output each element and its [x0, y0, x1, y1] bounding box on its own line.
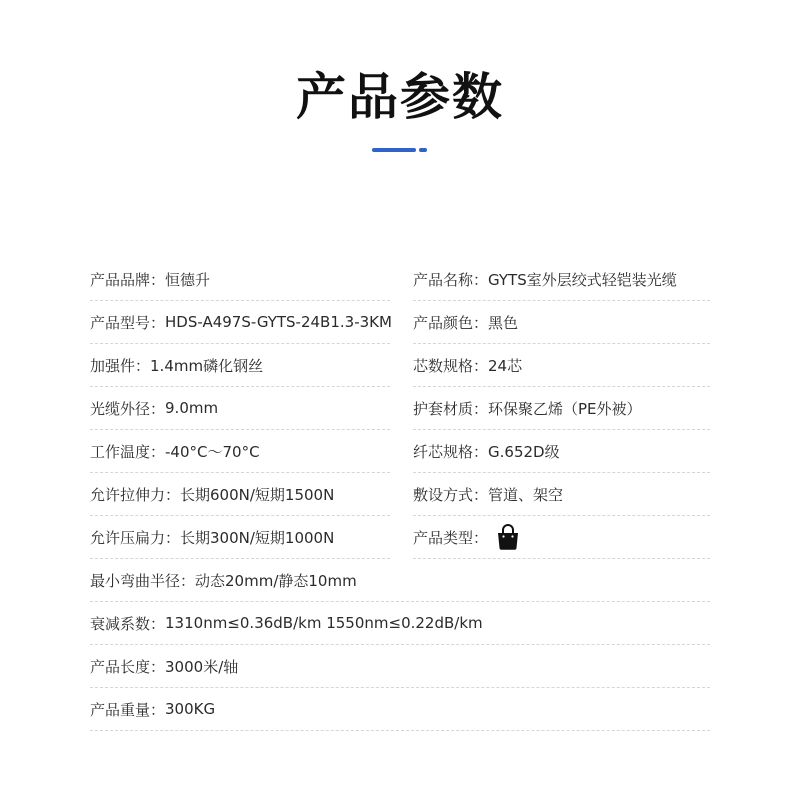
spec-label: 产品颜色： — [413, 313, 489, 332]
spec-item-weight — [90, 688, 215, 730]
spec-row — [90, 516, 710, 559]
page-title: 产品参数 — [296, 68, 504, 126]
spec-label: 衰减系数： — [90, 614, 166, 633]
spec-value: 24芯 — [488, 356, 523, 375]
spec-item-fiber-spec — [413, 430, 560, 472]
spec-row — [90, 258, 710, 301]
spec-label: 加强件： — [90, 356, 151, 375]
spec-value: 1310nm≤0.36dB/km 1550nm≤0.22dB/km — [165, 614, 483, 632]
spec-table — [90, 258, 710, 731]
spec-label: 允许拉伸力： — [90, 485, 181, 504]
spec-item-crush — [90, 516, 334, 558]
spec-item-model — [90, 301, 392, 343]
spec-label: 产品品牌： — [90, 270, 166, 289]
spec-label: 工作温度： — [90, 442, 166, 461]
spec-label: 允许压扁力： — [90, 528, 181, 547]
spec-value: 管道、架空 — [488, 485, 564, 504]
spec-label: 纤芯规格： — [413, 442, 489, 461]
spec-item-tensile — [90, 473, 334, 515]
spec-row — [90, 430, 710, 473]
spec-value: 300KG — [165, 700, 216, 718]
spec-item-attenuation — [90, 602, 483, 644]
spec-row — [90, 344, 710, 387]
spec-value: HDS-A497S-GYTS-24B1.3-3KM — [165, 313, 392, 331]
spec-value: -40°C～70°C — [165, 442, 260, 461]
spec-item-brand — [90, 258, 210, 300]
spec-value: 长期300N/短期1000N — [180, 528, 335, 547]
spec-item-temperature — [90, 430, 260, 472]
spec-row — [90, 559, 710, 602]
spec-item-strength-member — [90, 344, 263, 386]
spec-row — [90, 602, 710, 645]
spec-item-color — [413, 301, 518, 343]
spec-value: 黑色 — [488, 313, 519, 332]
spec-label: 产品重量： — [90, 700, 166, 719]
spec-item-sheath — [413, 387, 642, 429]
spec-label: 最小弯曲半径： — [90, 571, 196, 590]
spec-value: 9.0mm — [165, 399, 219, 417]
spec-label: 护套材质： — [413, 399, 489, 418]
spec-value: 恒德升 — [165, 270, 211, 289]
spec-value: 动态20mm/静态10mm — [195, 571, 357, 590]
title-underline-dot — [419, 148, 427, 152]
spec-item-length — [90, 645, 238, 687]
spec-value: G.652D级 — [488, 442, 560, 461]
spec-row — [90, 301, 710, 344]
spec-row — [90, 387, 710, 430]
spec-item-bend-radius — [90, 559, 357, 601]
row-divider — [90, 730, 710, 731]
spec-value: 3000米/轴 — [165, 657, 239, 676]
spec-row — [90, 645, 710, 688]
spec-value: GYTS室外层绞式轻铠装光缆 — [488, 270, 677, 289]
spec-label: 芯数规格： — [413, 356, 489, 375]
spec-item-name — [413, 258, 677, 300]
spec-item-outer-diameter — [90, 387, 218, 429]
spec-value: 长期600N/短期1500N — [180, 485, 335, 504]
spec-item-installation — [413, 473, 563, 515]
spec-value: 1.4mm磷化钢丝 — [150, 356, 264, 375]
title-underline — [372, 148, 416, 152]
spec-label: 产品长度： — [90, 657, 166, 676]
spec-row — [90, 473, 710, 516]
shopping-bag-icon — [496, 524, 520, 550]
spec-label: 光缆外径： — [90, 399, 166, 418]
spec-label: 产品名称： — [413, 270, 489, 289]
spec-item-core-count — [413, 344, 522, 386]
spec-label: 产品型号： — [90, 313, 166, 332]
spec-item-product-type — [413, 516, 520, 558]
spec-label: 敷设方式： — [413, 485, 489, 504]
spec-value: 环保聚乙烯（PE外被） — [488, 399, 642, 418]
spec-row — [90, 688, 710, 731]
spec-label: 产品类型： — [413, 528, 489, 547]
